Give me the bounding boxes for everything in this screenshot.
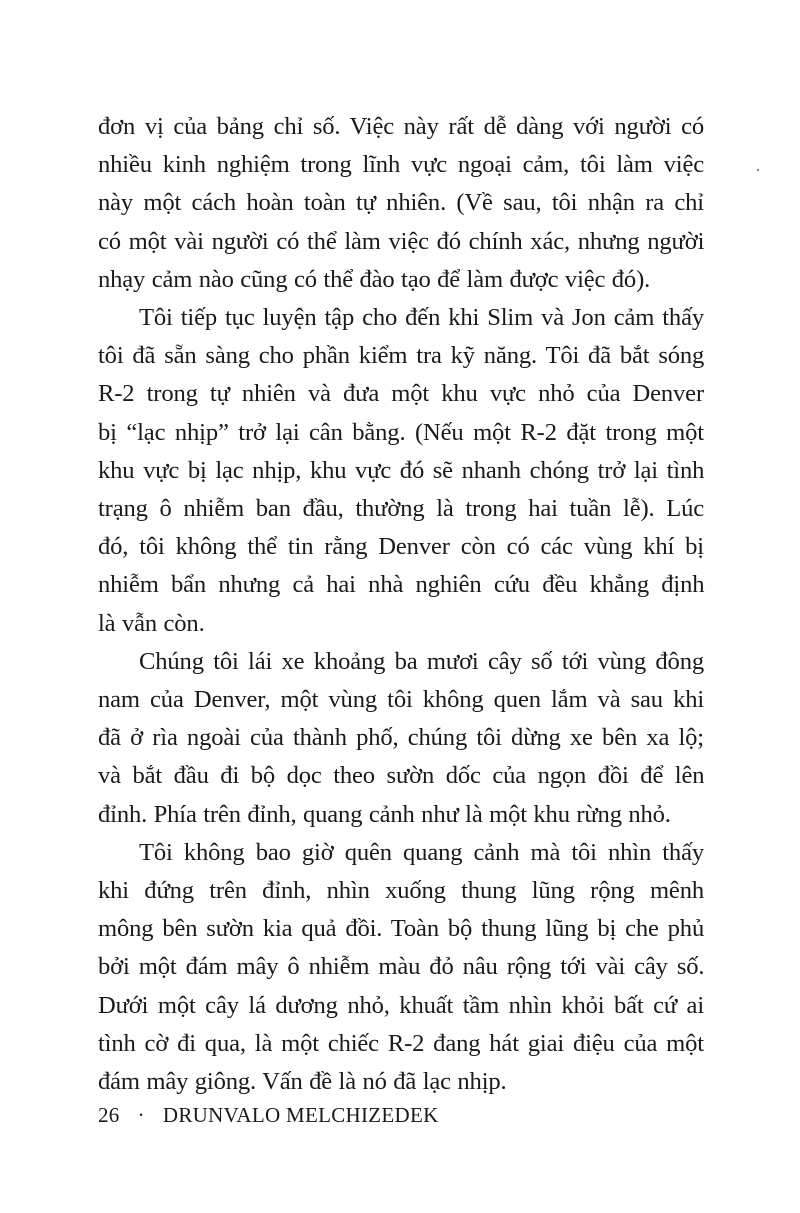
paragraph-2	[98, 299, 704, 643]
scan-artifact	[757, 169, 759, 171]
text-line: Chúng tôi lái xe khoảng ba mươi cây số tới vùng đông	[139, 647, 704, 675]
text-line: trạng ô nhiễm ban đầu, thường là trong hai tuần lễ). Lúc	[98, 495, 704, 523]
text-line: là vẫn còn.	[98, 609, 205, 637]
text-line: đơn vị của bảng chỉ số. Việc này rất dễ dàng với người có	[98, 113, 704, 140]
text-line: mông bên sườn kia quả đồi. Toàn bộ thung lũng bị che phủ	[98, 915, 705, 943]
text-line: đám mây giông. Vấn đề là nó đã lạc nhịp.	[98, 1068, 507, 1096]
author-name: DRUNVALO MELCHIZEDEK	[162, 1103, 439, 1127]
text-line: nam của Denver, một vùng tôi không quen lắm và sau khi	[98, 686, 705, 714]
text-line: Dưới một cây lá dương nhỏ, khuất tầm nhìn khỏi bất cứ ai	[98, 991, 704, 1019]
text-line: bởi một đám mây ô nhiễm màu đỏ nâu rộng tới vài cây số.	[98, 953, 705, 981]
separator-dot: ·	[137, 1103, 145, 1127]
text-line: khu vực bị lạc nhịp, khu vực đó sẽ nhanh chóng trở lại tình	[98, 456, 705, 484]
text-line: đã ở rìa ngoài của thành phố, chúng tôi dừng xe bên xa lộ;	[98, 724, 704, 752]
text-line: tôi đã sẵn sàng cho phần kiểm tra kỹ năng. Tôi đã bắt sóng	[98, 342, 705, 370]
text-line: đỉnh. Phía trên đỉnh, quang cảnh như là một khu rừng nhỏ.	[98, 800, 671, 828]
text-line: nhạy cảm nào cũng có thể đào tạo để làm được việc đó).	[98, 265, 651, 293]
text-line: có một vài người có thể làm việc đó chính xác, nhưng người	[98, 227, 705, 255]
paragraph-1	[98, 108, 704, 299]
text-line: nhiều kinh nghiệm trong lĩnh vực ngoại cảm, tôi làm việc	[98, 151, 704, 179]
text-line: đó, tôi không thể tin rằng Denver còn có các vùng khí bị	[98, 533, 704, 561]
page-body	[98, 108, 704, 1101]
text-line: R-2 trong tự nhiên và đưa một khu vực nhỏ của Denver	[98, 380, 704, 408]
running-footer	[98, 1103, 439, 1128]
text-line: và bắt đầu đi bộ dọc theo sườn dốc của ngọn đồi để lên	[98, 762, 705, 790]
text-line: tình cờ đi qua, là một chiếc R-2 đang hát giai điệu của một	[98, 1029, 704, 1057]
text-line: Tôi tiếp tục luyện tập cho đến khi Slim và Jon cảm thấy	[139, 304, 704, 332]
paragraph-4	[98, 834, 704, 1101]
text-line: khi đứng trên đỉnh, nhìn xuống thung lũng rộng mênh	[98, 877, 704, 905]
text-line: này một cách hoàn toàn tự nhiên. (Về sau, tôi nhận ra chỉ	[98, 189, 704, 217]
paragraph-3	[98, 643, 704, 834]
text-line: Tôi không bao giờ quên quang cảnh mà tôi nhìn thấy	[139, 838, 704, 866]
text-line: nhiễm bẩn nhưng cả hai nhà nghiên cứu đều khẳng định	[98, 571, 705, 599]
page-number: 26	[98, 1103, 120, 1127]
text-line: bị “lạc nhịp” trở lại cân bằng. (Nếu một R-2 đặt trong một	[98, 418, 704, 446]
